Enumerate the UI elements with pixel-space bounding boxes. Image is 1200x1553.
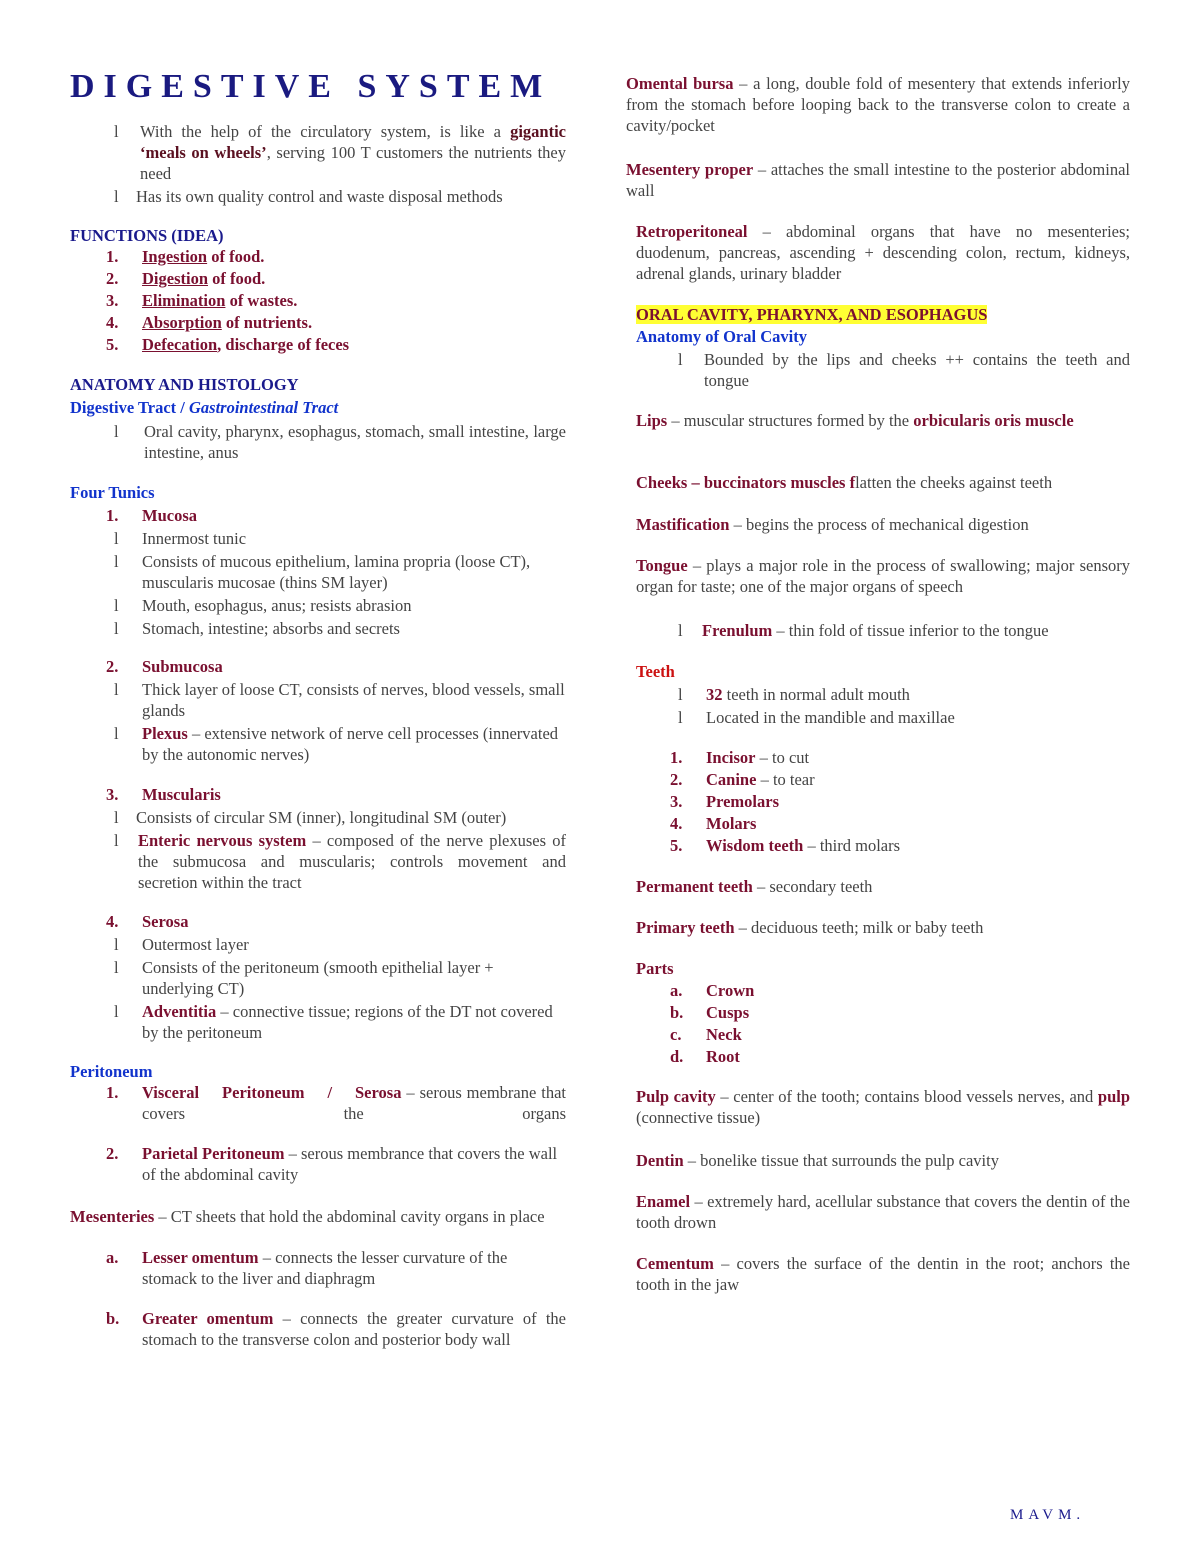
permanent-teeth: Permanent teeth – secondary teeth xyxy=(636,877,873,896)
list-item: 1. Incisor – to cut xyxy=(670,748,810,767)
bullet-icon: l xyxy=(114,422,119,441)
list-item: 2. Digestion of food. xyxy=(106,269,266,288)
tunic-mucosa: 1. Mucosa l Innermost tunic l Consists of mucous epithelium, lamina propria (loose CT), muscularis mucosae (thins SM layer) l Mouth, esophagus, anus; resists abrasion l Stomach, intestine; absorbs and secrets xyxy=(106,506,531,638)
four-tunics-heading: Four Tunics xyxy=(70,483,155,502)
peritoneum-list xyxy=(106,1082,566,1185)
bullet-icon: l xyxy=(678,621,683,640)
bullet-icon: l xyxy=(678,685,683,704)
enamel: Enamel – extremely hard, acellular substance that covers the dentin of the tooth drown xyxy=(636,1192,1130,1232)
tunic-serosa: 4. Serosa l Outermost layer l Consists of the peritoneum (smooth epithelial layer + underlying CT) l Adventitia – connective tissue; regions of the DT not covered by the peritoneum xyxy=(106,912,553,1042)
omental-bursa: Omental bursa – a long, double fold of mesentery that extends inferiorly from the stomach before looping back to the transverse colon to create a cavity/pocket xyxy=(626,74,1130,135)
list-item: 1. Ingestion of food. xyxy=(106,247,265,266)
bullet-icon: l xyxy=(114,187,119,206)
list-item: b. Greater omentum – connects the greater curvature of the stomach to the transverse colon and posterior body wall xyxy=(106,1309,567,1349)
primary-teeth: Primary teeth – deciduous teeth; milk or baby teeth xyxy=(636,918,984,937)
page-title: DIGESTIVE SYSTEM xyxy=(70,68,552,105)
bullet-icon: l xyxy=(114,1002,119,1021)
intro-list xyxy=(70,121,566,207)
cheeks: Cheeks – buccinators muscles flatten the cheeks against teeth xyxy=(636,473,1053,492)
bullet-icon: l xyxy=(114,724,119,743)
tunic-muscularis: 3. Muscularis l Consists of circular SM (inner), longitudinal SM (outer) l Enteric nervous system – composed of the nerve plexuses of the submucosa and muscularis; controls movement and secretion within the tract xyxy=(106,785,567,892)
pulp-cavity: Pulp cavity – center of the tooth; contains blood vessels nerves, and pulp (connective tissue) xyxy=(636,1087,1131,1127)
list-item: l 32 teeth in normal adult mouth xyxy=(678,685,910,704)
bullet-icon: l xyxy=(114,831,119,850)
list-item: c. Neck xyxy=(670,1025,742,1044)
list-item: 4. Absorption of nutrients. xyxy=(106,313,313,332)
teeth-heading: Teeth xyxy=(636,662,675,681)
mesenteries-block: Mesenteries – CT sheets that hold the abdominal cavity organs in place xyxy=(70,1207,545,1226)
parts-list xyxy=(670,980,1130,1067)
bullet-icon: l xyxy=(114,680,119,699)
mesentery-proper: Mesentery proper – attaches the small intestine to the posterior abdominal wall xyxy=(626,160,1130,200)
list-item: l Oral cavity, pharynx, esophagus, stomach, small intestine, large intestine, anus xyxy=(70,421,566,463)
intro-text: With the help of the circulatory system, is like a xyxy=(140,122,511,141)
teeth-bullets xyxy=(678,684,1130,728)
tunic-submucosa: 2. Submucosa l Thick layer of loose CT, consists of nerves, blood vessels, small glands l Plexus – extensive network of nerve cell processes (innervated by the autonomic nerves) xyxy=(106,657,565,764)
peritoneum-heading: Peritoneum xyxy=(70,1062,153,1081)
anatomy-heading: ANATOMY AND HISTOLOGY xyxy=(70,375,299,394)
list-item: 3. Elimination of wastes. xyxy=(106,291,298,310)
list-item: a. Lesser omentum – connects the lesser curvature of the stomack to the liver and diaphragm xyxy=(106,1248,508,1288)
bullet-icon: l xyxy=(114,958,119,977)
list-item: 4. Molars xyxy=(670,814,757,833)
anatomy-oral-heading: Anatomy of Oral Cavity xyxy=(636,327,807,346)
tongue: Tongue – plays a major role in the process of swallowing; major sensory organ for taste; one of the major organs of speech xyxy=(636,556,1130,596)
mastification: Mastification – begins the process of mechanical digestion xyxy=(636,515,1029,534)
retroperitoneal: Retroperitoneal – abdominal organs that have no mesenteries; duodenum, pancreas, ascending + descending colon, rectum, kidneys, adrenal glands, urinary bladder xyxy=(636,222,1130,283)
list-item: 2. Parietal Peritoneum – serous membrance that covers the wall of the abdominal cavity xyxy=(106,1144,558,1184)
list-item xyxy=(70,186,566,207)
bullet-icon: l xyxy=(114,808,119,827)
intro-bold: gigantic ‘meals on wheels’ xyxy=(140,122,566,162)
functions-heading: FUNCTIONS (IDEA) xyxy=(70,226,224,245)
list-item: a. Crown xyxy=(670,981,755,1000)
list-item: 2. Canine – to tear xyxy=(670,770,815,789)
bullet-icon: l xyxy=(678,350,683,369)
dentin: Dentin – bonelike tissue that surrounds the pulp cavity xyxy=(636,1151,999,1170)
list-item: 1. Visceral Peritoneum / Serosa – serous membrane that covers the organs xyxy=(106,1083,566,1123)
digestive-tract-heading: Digestive Tract / Gastrointestinal Tract xyxy=(70,398,339,417)
mesenteries-list xyxy=(106,1247,566,1350)
intro-text: , serving 100 T customers the nutrients they need xyxy=(140,143,566,183)
list-item xyxy=(70,121,566,184)
list-item: b. Cusps xyxy=(670,1003,750,1022)
bullet-icon: l xyxy=(114,935,119,954)
list-item: 5. Wisdom teeth – third molars xyxy=(670,836,901,855)
bullet-icon: l xyxy=(114,596,119,615)
cementum: Cementum – covers the surface of the dentin in the root; anchors the tooth in the jaw xyxy=(636,1254,1130,1294)
bullet-icon: l xyxy=(114,122,119,141)
functions-list xyxy=(106,246,566,355)
parts-heading: Parts xyxy=(636,959,674,978)
list-item: l Frenulum – thin fold of tissue inferior to the tongue xyxy=(678,621,1049,640)
list-item: l Located in the mandible and maxillae xyxy=(678,708,955,727)
oral-cavity-heading: ORAL CAVITY, PHARYNX, AND ESOPHAGUS xyxy=(636,305,988,324)
lips: Lips – muscular structures formed by the orbicularis oris muscle xyxy=(636,411,1074,430)
bullet-icon: l xyxy=(114,619,119,638)
teeth-types xyxy=(670,747,1130,856)
intro-text: Has its own quality control and waste disposal methods xyxy=(136,187,503,206)
list-item: 3. Premolars xyxy=(670,792,780,811)
bullet-icon: l xyxy=(114,552,119,571)
bullet-icon: l xyxy=(114,529,119,548)
author-initials: MAVM. xyxy=(1010,1507,1086,1523)
list-item: l Bounded by the lips and cheeks ++ contains the teeth and tongue xyxy=(678,350,1130,390)
list-item: 5. Defecation, discharge of feces xyxy=(106,335,350,354)
list-item: d. Root xyxy=(670,1047,740,1066)
bullet-icon: l xyxy=(678,708,683,727)
